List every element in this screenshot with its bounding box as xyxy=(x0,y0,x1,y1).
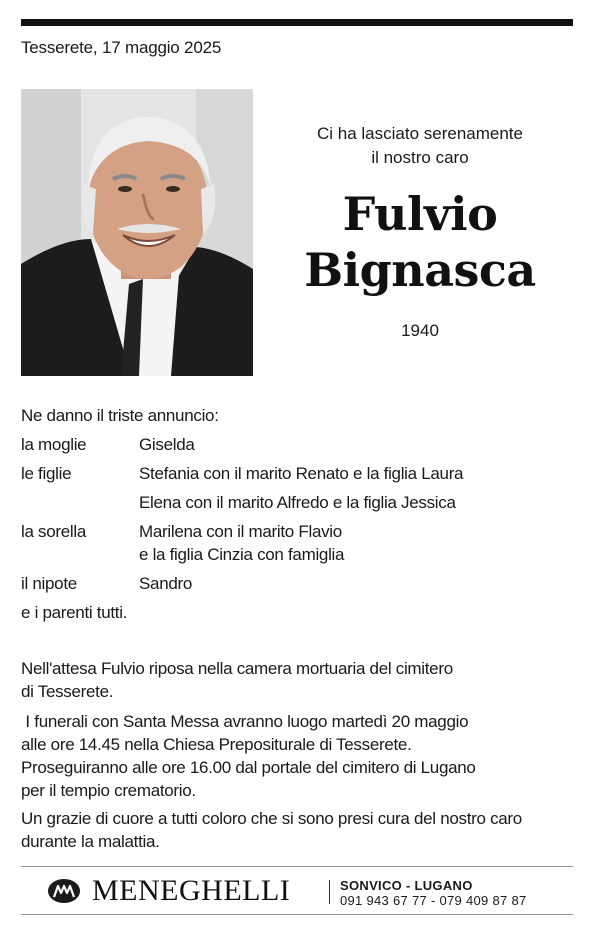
deceased-last-name: Bignasca xyxy=(304,243,536,297)
intro-text xyxy=(290,122,550,170)
intro-line-2: il nostro caro xyxy=(371,148,469,167)
top-rule xyxy=(21,19,573,26)
details-line: I funerali con Santa Messa avranno luogo martedì 20 maggio xyxy=(21,712,469,731)
intro-line-1: Ci ha lasciato serenamente xyxy=(316,124,523,143)
relation-name: Sandro xyxy=(139,574,193,593)
funeral-home-location: SONVICO - LUGANO xyxy=(340,878,473,893)
relation-label: il nipote xyxy=(21,574,77,593)
details-line: Nell'attesa Fulvio riposa nella camera mortuaria del cimitero xyxy=(21,659,453,678)
relation-row-daughters xyxy=(21,459,581,517)
footer-bottom-rule xyxy=(21,914,573,915)
details-line: Un grazie di cuore a tutti coloro che si sono presi cura del nostro caro xyxy=(21,809,522,828)
relation-label: le figlie xyxy=(21,464,72,483)
relation-name: Stefania con il marito Renato e la figlia Laura xyxy=(139,464,464,483)
birth-year: 1940 xyxy=(401,321,439,340)
footer-separator xyxy=(329,880,330,904)
footer-top-rule xyxy=(21,866,573,867)
deceased-name xyxy=(290,186,550,298)
details-line: di Tesserete. xyxy=(21,682,114,701)
details-paragraph-1 xyxy=(21,657,581,703)
deceased-first-name: Fulvio xyxy=(342,187,498,241)
relation-name: Elena con il marito Alfredo e la figlia Jessica xyxy=(139,493,456,512)
details-line: durante la malattia. xyxy=(21,832,160,851)
relation-names xyxy=(139,569,192,598)
relation-row-grandson xyxy=(21,569,581,598)
announcement xyxy=(21,401,581,627)
relation-names xyxy=(139,459,463,517)
announcement-closing: e i parenti tutti. xyxy=(21,603,128,622)
relation-name: e la figlia Cinzia con famiglia xyxy=(139,545,345,564)
funeral-home-phones: 091 943 67 77 - 079 409 87 87 xyxy=(340,893,527,908)
meneghelli-monogram-icon xyxy=(47,878,81,904)
relation-names xyxy=(139,520,344,566)
details-line: alle ore 14.45 nella Chiesa Prepositurale di Tesserete. xyxy=(21,735,412,754)
relation-row-wife xyxy=(21,430,581,459)
relation-names xyxy=(139,430,195,459)
portrait-photo xyxy=(21,89,253,376)
details-paragraph-3 xyxy=(21,807,581,853)
funeral-home-brand: MENEGHELLI xyxy=(92,874,291,907)
details-line: per il tempio crematorio. xyxy=(21,781,196,800)
announcement-heading: Ne danno il triste annuncio: xyxy=(21,406,219,425)
relation-label: la sorella xyxy=(21,522,87,541)
details-line: Proseguiranno alle ore 16.00 dal portale del cimitero di Lugano xyxy=(21,758,476,777)
details-paragraph-2 xyxy=(21,710,581,802)
relation-name: Marilena con il marito Flavio xyxy=(139,522,342,541)
relation-label: la moglie xyxy=(21,435,87,454)
dateline: Tesserete, 17 maggio 2025 xyxy=(21,38,222,57)
relation-row-sister xyxy=(21,517,581,569)
relation-name: Giselda xyxy=(139,435,195,454)
